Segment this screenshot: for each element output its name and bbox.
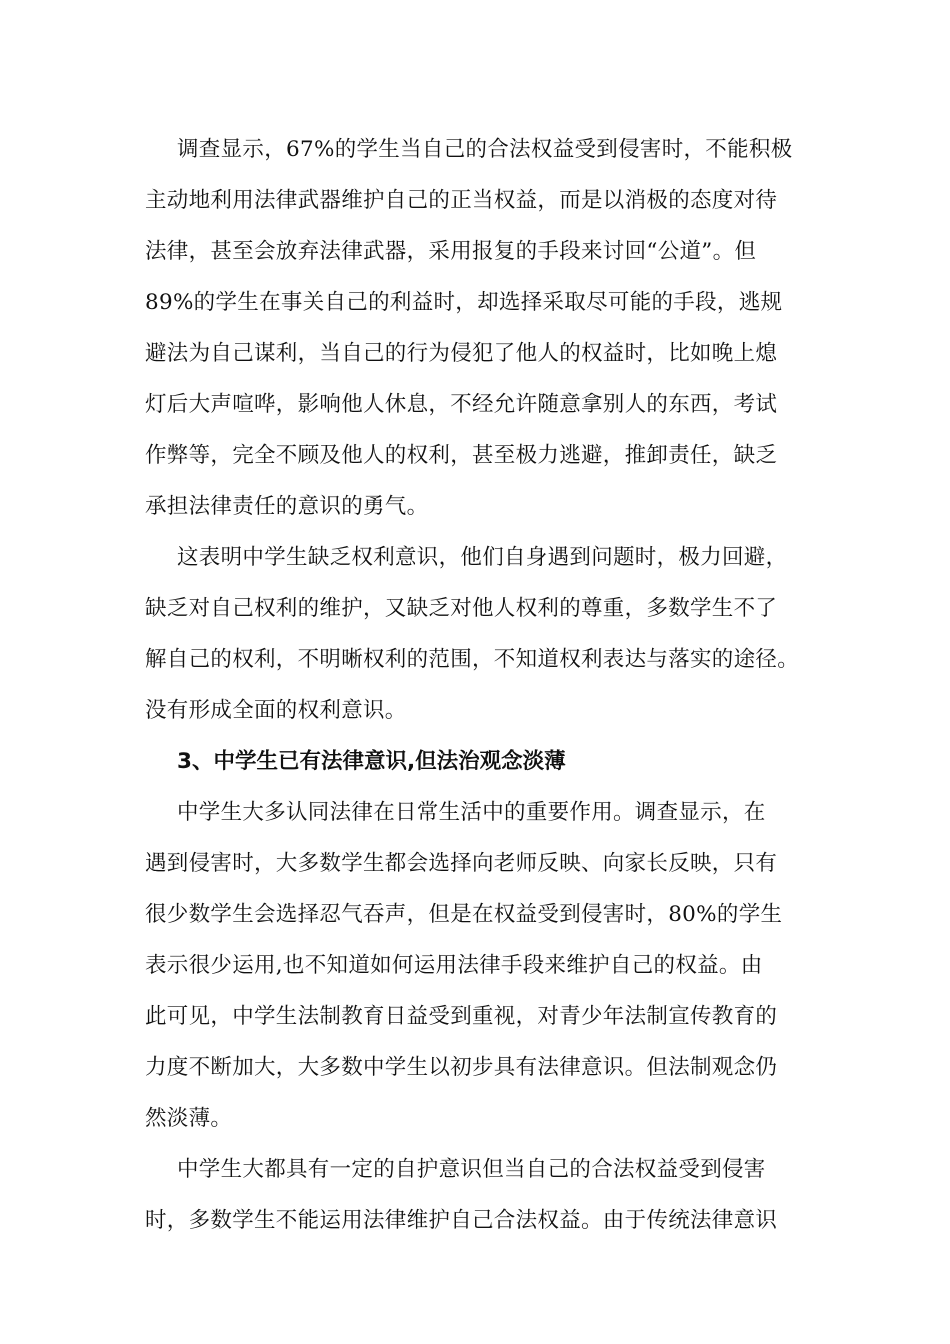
paragraph-rights-survey — [145, 124, 825, 532]
text-line: 调查显示，67%的学生当自己的合法权益受到侵害时，不能积极 — [177, 137, 793, 162]
text-line: 力度不断加大，大多数中学生以初步具有法律意识。但法制观念仍 — [145, 1055, 778, 1080]
text-line: 灯后大声喧哗，影响他人休息，不经允许随意拿别人的东西，考试 — [145, 392, 778, 417]
text-line: 89%的学生在事关自己的利益时，却选择采取尽可能的手段，逃规 — [145, 290, 783, 315]
text-line: 主动地利用法律武器维护自己的正当权益，而是以消极的态度对待 — [145, 188, 778, 213]
paragraph-rights-awareness — [145, 532, 825, 736]
document-page — [145, 124, 825, 1246]
text-line: 承担法律责任的意识的勇气。 — [145, 494, 429, 519]
text-line: 中学生大多认同法律在日常生活中的重要作用。调查显示，在 — [177, 800, 766, 825]
text-line: 此可见，中学生法制教育日益受到重视，对青少年法制宣传教育的 — [145, 1004, 778, 1029]
text-line: 缺乏对自己权利的维护，又缺乏对他人权利的尊重，多数学生不了 — [145, 596, 778, 621]
text-line: 法律，甚至会放弃法律武器，采用报复的手段来讨回“公道”。但 — [145, 239, 757, 264]
text-line: 解自己的权利，不明晰权利的范围，不知道权利表达与落实的途径。 — [145, 647, 800, 672]
paragraph-self-protection — [145, 1144, 825, 1246]
text-line: 这表明中学生缺乏权利意识，他们自身遇到问题时，极力回避， — [177, 545, 788, 570]
text-line: 没有形成全面的权利意识。 — [145, 698, 407, 723]
text-line: 然淡薄。 — [145, 1106, 233, 1131]
text-line: 时，多数学生不能运用法律维护自己合法权益。由于传统法律意识 — [145, 1208, 778, 1233]
text-line: 遇到侵害时，大多数学生都会选择向老师反映、向家长反映，只有 — [145, 851, 778, 876]
text-line: 很少数学生会选择忍气吞声，但是在权益受到侵害时，80%的学生 — [145, 902, 783, 927]
text-line: 避法为自己谋利，当自己的行为侵犯了他人的权益时，比如晚上熄 — [145, 341, 778, 366]
section-heading: 3、中学生已有法律意识,但法治观念淡薄 — [177, 749, 566, 774]
text-line: 作弊等，完全不顾及他人的权利，甚至极力逃避，推卸责任，缺乏 — [145, 443, 778, 468]
text-line: 中学生大都具有一定的自护意识但当自己的合法权益受到侵害 — [177, 1157, 766, 1182]
paragraph-law-role — [145, 787, 825, 1144]
text-line: 表示很少运用,也不知道如何运用法律手段来维护自己的权益。由 — [145, 953, 763, 978]
